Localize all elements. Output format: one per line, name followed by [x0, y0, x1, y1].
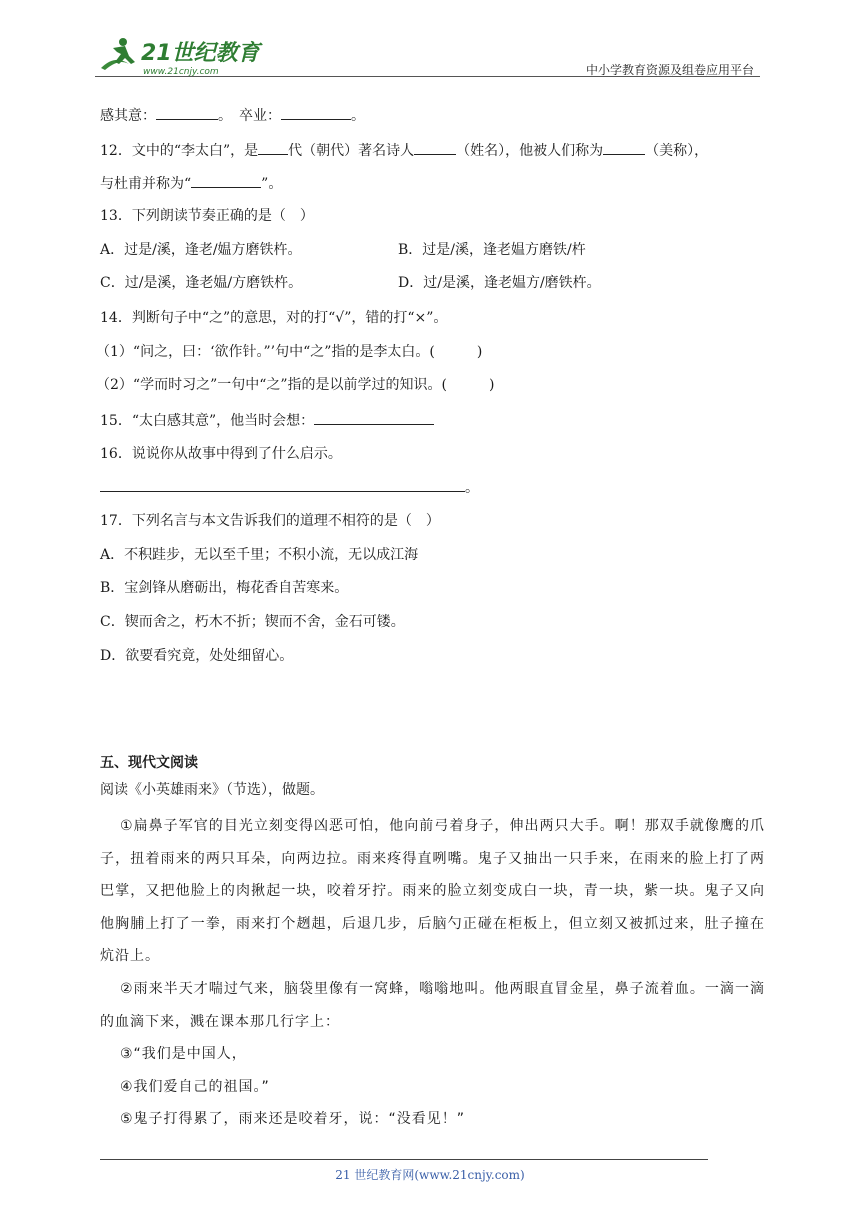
answer-blank [258, 140, 288, 155]
footer-link[interactable]: 21 世纪教育网(www.21cnjy.com) [335, 1168, 525, 1182]
q13-option-c: C．过/是溪，逢老媪/方磨铁杵。 [100, 275, 303, 291]
q17-option-c: C．锲而舍之，朽木不折；锲而不舍，金石可镂。 [100, 614, 405, 630]
q14-stem: 14．判断句子中“之”的意思，对的打“√”，错的打“×”。 [100, 310, 448, 326]
answer-blank [314, 410, 434, 425]
q12-line2: 与杜甫并称为“ ”。 [100, 173, 282, 194]
q11-tail: 感其意： 。 卒业： 。 [100, 105, 365, 126]
section-intro: 阅读《小英雄雨来》（节选），做题。 [100, 782, 324, 798]
q17-stem: 17．下列名言与本文告诉我们的道理不相符的是（ ） [100, 513, 440, 529]
q16-answer-line: 。 [100, 477, 479, 498]
passage-paragraph-3: ③“我们是中国人， [120, 1046, 247, 1062]
q15-stem: 15．“太白感其意”，他当时会想： [100, 410, 434, 431]
passage-paragraph-1: ①扁鼻子军官的目光立刻变得凶恶可怕，他向前弓着身子，伸出两只大手。啊！那双手就像鹰的爪子，扭着雨来的两只耳朵，向两边拉。雨来疼得直咧嘴。鬼子又抽出一只手来，在雨来的脸上打了两巴掌，又把他脸上的肉揪起一块，咬着牙拧。雨来的脸立刻变成白一块，青一块，紫一块。鬼子又向他胸脯上打了一拳，雨来打个趔趄，后退几步，后脑勺正碰在柜板上，但立刻又被抓过来，肚子撞在炕沿上。 [100, 818, 765, 964]
q13-option-b: B．过是/溪，逢老媪方磨铁/杵 [398, 242, 586, 258]
q14-item-2: （2）“学而时习之”一句中“之”指的是以前学过的知识。( ) [96, 377, 495, 393]
header-rule [95, 76, 760, 77]
q13-option-a: A．过是/溪，逢老/媪方磨铁杵。 [100, 242, 302, 258]
passage-paragraph-2: ②雨来半天才喘过气来，脑袋里像有一窝蜂，嗡嗡地叫。他两眼直冒金星，鼻子流着血。一滴一滴的血滴下来，溅在课本那几行字上： [100, 981, 765, 1030]
svg-text:21世纪教育: 21世纪教育 [141, 41, 260, 66]
answer-blank [100, 477, 465, 492]
section-title: 五、现代文阅读 [100, 755, 198, 771]
q17-option-d: D．欲要看究竟，处处细留心。 [100, 648, 294, 664]
q14-item-1: （1）“问之，曰：‘欲作针。”’句中“之”指的是李太白。( ) [96, 344, 483, 360]
q12-line1: 12．文中的“李太白”，是 代（朝代）著名诗人 （姓名），他被人们称为 （美称）， [100, 140, 708, 161]
q16-stem: 16．说说你从故事中得到了什么启示。 [100, 446, 342, 462]
q13-stem: 13．下列朗读节奏正确的是（ ） [100, 208, 314, 224]
answer-blank [281, 105, 351, 120]
svg-text:www.21cnjy.com: www.21cnjy.com [143, 67, 219, 77]
q17-option-b: B．宝剑锋从磨砺出，梅花香自苦寒来。 [100, 580, 349, 596]
logo-21cnjy [95, 34, 265, 78]
footer-rule [100, 1159, 708, 1160]
answer-blank [156, 105, 218, 120]
answer-blank [603, 140, 645, 155]
passage-paragraph-5: ⑤鬼子打得累了，雨来还是咬着牙，说：“没看见！” [120, 1111, 466, 1127]
page-header [95, 30, 760, 78]
platform-label: 中小学教育资源及组卷应用平台 [585, 63, 754, 77]
answer-blank [191, 173, 261, 188]
q13-option-d: D．过/是溪，逢老媪方/磨铁杵。 [398, 275, 601, 291]
passage-paragraph-4: ④我们爱自己的祖国。” [120, 1079, 270, 1095]
answer-blank [414, 140, 456, 155]
q17-option-a: A．不积跬步，无以至千里；不积小流，无以成江海 [100, 547, 419, 563]
